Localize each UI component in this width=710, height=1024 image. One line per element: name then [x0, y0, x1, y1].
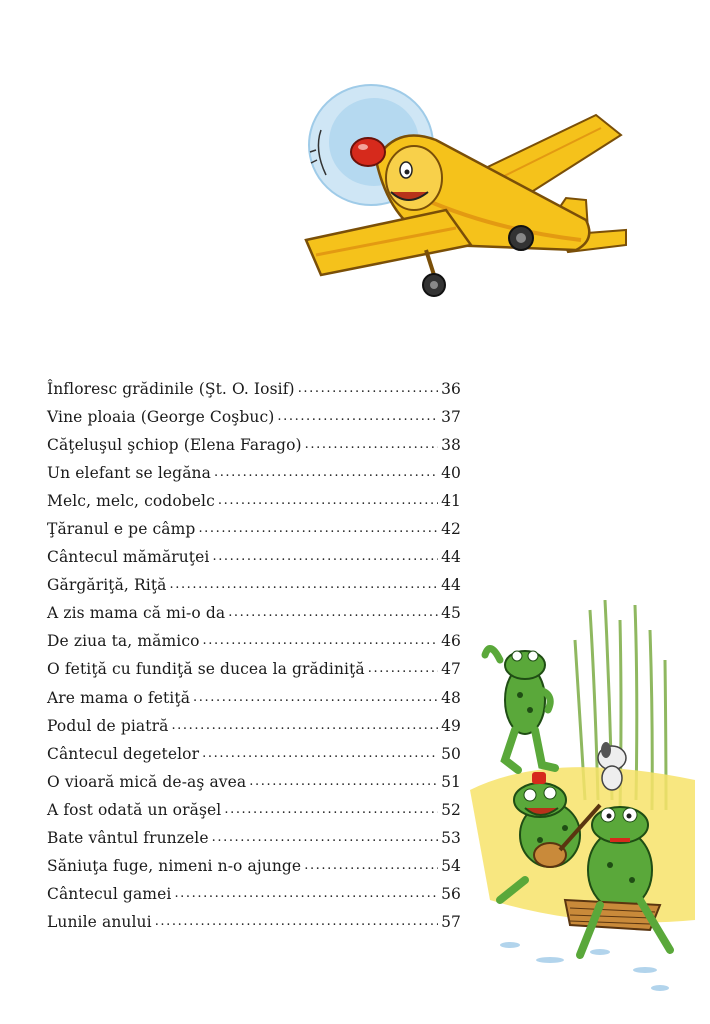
toc-entry-title: Căţeluşul şchiop (Elena Farago) — [47, 435, 302, 454]
toc-dot-leader — [214, 462, 438, 478]
toc-entry-title: Un elefant se legăna — [47, 463, 211, 482]
toc-dot-leader — [224, 799, 438, 815]
toc-entry-title: Are mama o fetiţă — [47, 688, 191, 707]
toc-dot-leader — [174, 884, 438, 900]
toc-entry-title: Vine ploaia (George Coşbuc) — [47, 407, 275, 426]
toc-dot-leader — [193, 687, 438, 703]
toc-entry-title: Gărgăriţă, Riţă — [47, 576, 167, 595]
toc-entry-page-number: 36 — [441, 379, 461, 398]
toc-dot-leader — [169, 575, 438, 591]
toc-dot-leader — [304, 856, 438, 872]
toc-entry — [47, 631, 461, 659]
toc-entry — [47, 799, 461, 827]
table-of-contents — [47, 378, 461, 940]
toc-entry-title: Melc, melc, codobelc — [47, 491, 215, 510]
toc-entry-title: O vioară mică de-aş avea — [47, 772, 247, 791]
toc-entry-title: Cântecul gamei — [47, 885, 172, 904]
toc-entry-page-number: 51 — [441, 772, 461, 791]
toc-entry — [47, 912, 461, 940]
toc-entry — [47, 518, 461, 546]
toc-entry-title: Cântecul mămăruţei — [47, 548, 210, 567]
toc-entry — [47, 490, 461, 518]
toc-entry-page-number: 41 — [441, 491, 461, 510]
toc-entry-page-number: 37 — [441, 407, 461, 426]
toc-entry — [47, 884, 461, 912]
toc-entry-page-number: 53 — [441, 829, 461, 847]
toc-entry-title: Bate vântul frunzele — [47, 829, 209, 847]
toc-dot-leader — [155, 912, 438, 928]
toc-entry-title: Lunile anului — [47, 913, 152, 932]
toc-entry-page-number: 52 — [441, 800, 461, 819]
toc-dot-leader — [212, 828, 438, 844]
toc-entry — [47, 771, 461, 799]
toc-entry-page-number: 57 — [441, 913, 461, 932]
toc-dot-leader — [203, 631, 439, 647]
toc-entry — [47, 856, 461, 884]
toc-entry-page-number: 38 — [441, 435, 461, 454]
toc-entry — [47, 828, 461, 856]
toc-entry-page-number: 48 — [441, 688, 461, 707]
toc-entry — [47, 743, 461, 771]
toc-entry-page-number: 50 — [441, 744, 461, 763]
toc-dot-leader — [198, 518, 438, 534]
toc-entry-title: A fost odată un orăşel — [47, 800, 222, 819]
toc-entry — [47, 659, 461, 687]
toc-dot-leader — [202, 743, 438, 759]
toc-dot-leader — [277, 406, 438, 422]
toc-dot-leader — [228, 603, 438, 619]
toc-entry-page-number: 44 — [441, 576, 461, 595]
toc-entry-title: Ţăranul e pe câmp — [47, 519, 196, 538]
toc-entry-title: A zis mama că mi-o da — [47, 604, 226, 623]
toc-entry-title: Săniuţa fuge, nimeni n-o ajunge — [47, 857, 302, 876]
toc-entry-title: Podul de piatră — [47, 716, 169, 735]
toc-entry-title: Înfloresc grădinile (Şt. O. Iosif) — [47, 379, 295, 398]
frogs-illustration — [470, 600, 695, 1000]
toc-entry-title: O fetiţă cu fundiţă se ducea la grădiniţă — [47, 660, 365, 679]
toc-entry-title: Cântecul degetelor — [47, 744, 200, 763]
toc-entry-page-number: 54 — [441, 857, 461, 876]
toc-entry-page-number: 47 — [441, 660, 461, 679]
toc-entry — [47, 406, 461, 434]
toc-entry-title: De ziua ta, mămico — [47, 632, 200, 651]
toc-entry-page-number: 45 — [441, 604, 461, 623]
toc-entry — [47, 575, 461, 603]
toc-entry — [47, 715, 461, 743]
toc-dot-leader — [218, 490, 438, 506]
toc-entry — [47, 378, 461, 406]
toc-entry-page-number: 42 — [441, 519, 461, 538]
toc-entry — [47, 462, 461, 490]
toc-dot-leader — [212, 547, 438, 563]
toc-entry — [47, 547, 461, 575]
airplane-illustration — [296, 80, 636, 305]
toc-entry — [47, 687, 461, 715]
toc-entry-page-number: 49 — [441, 716, 461, 735]
toc-dot-leader — [171, 715, 438, 731]
toc-dot-leader — [368, 659, 438, 675]
toc-dot-leader — [298, 378, 438, 394]
toc-entry-page-number: 46 — [441, 632, 461, 651]
toc-entry-page-number: 40 — [441, 463, 461, 482]
toc-entry-page-number: 56 — [441, 885, 461, 904]
toc-entry-page-number: 44 — [441, 548, 461, 567]
toc-entry — [47, 434, 461, 462]
toc-dot-leader — [249, 771, 438, 787]
toc-dot-leader — [305, 434, 438, 450]
toc-entry — [47, 603, 461, 631]
